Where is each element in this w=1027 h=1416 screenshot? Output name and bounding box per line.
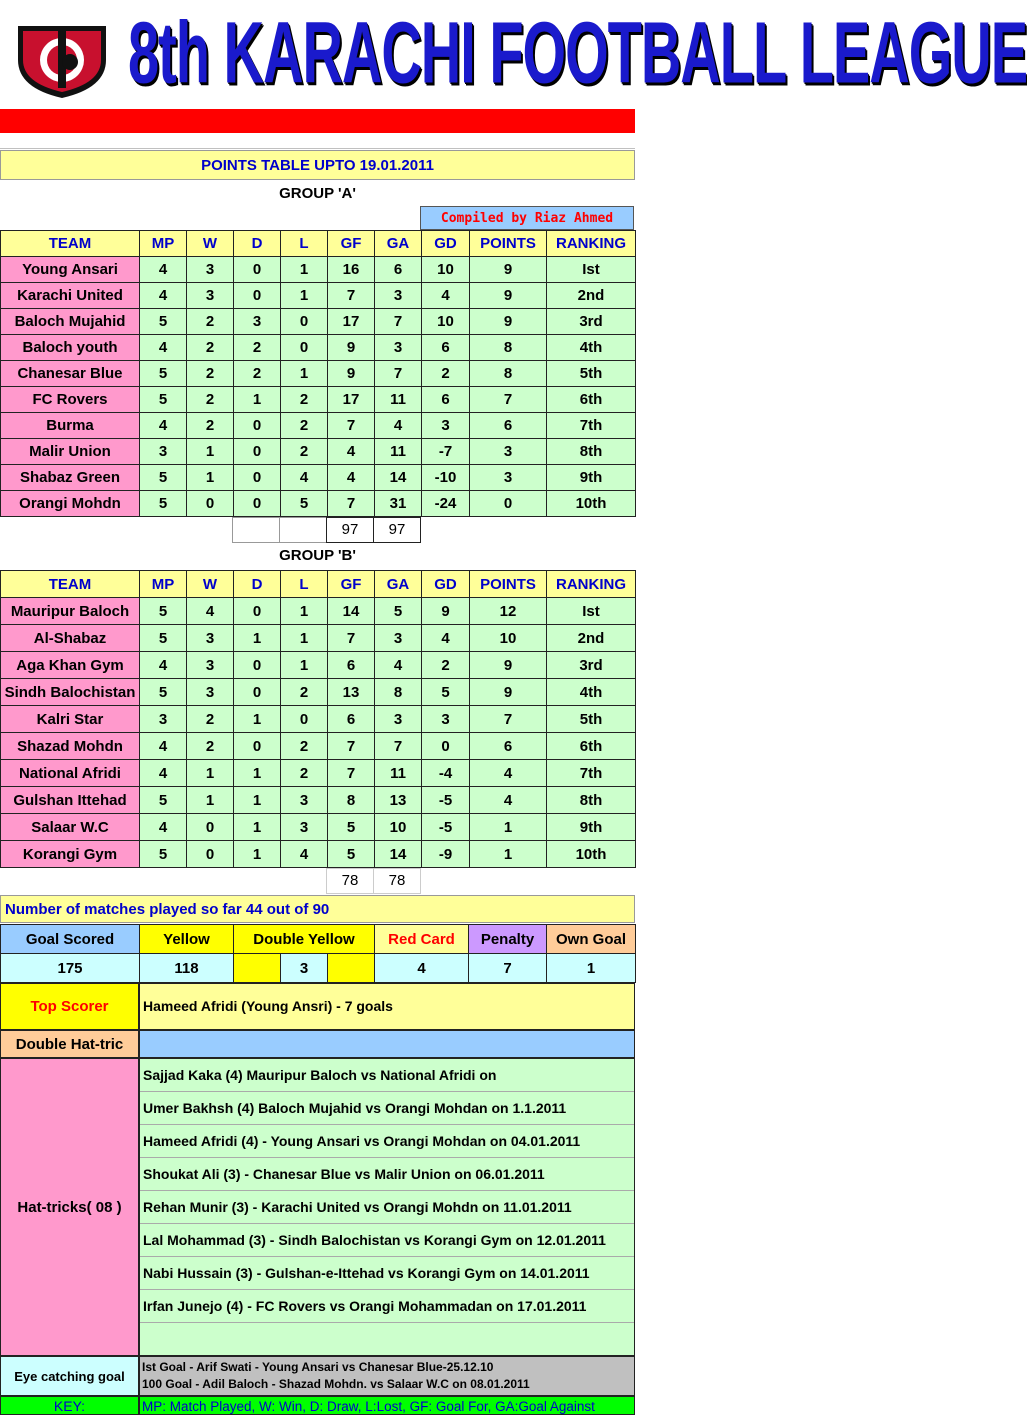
- stat-cell: 0: [234, 598, 281, 625]
- stats-table: [0, 924, 636, 983]
- hattrick-item: Nabi Hussain (3) - Gulshan-e-Ittehad vs Korangi Gym on 14.01.2011: [140, 1257, 634, 1290]
- team-name: FC Rovers: [1, 387, 140, 413]
- stat-cell: 1: [234, 625, 281, 652]
- stat-cell: 1: [234, 387, 281, 413]
- stat-cell: 8th: [547, 787, 636, 814]
- stat-cell: 3: [187, 625, 234, 652]
- red-card-value: 4: [375, 954, 469, 983]
- stat-cell: 8: [328, 787, 375, 814]
- stat-cell: -5: [422, 814, 470, 841]
- stat-cell: 4th: [547, 679, 636, 706]
- table-row: [1, 387, 636, 413]
- stat-cell: 1: [187, 760, 234, 787]
- team-name: Karachi United: [1, 283, 140, 309]
- top-scorer-label: Top Scorer: [0, 983, 139, 1030]
- stat-cell: 0: [234, 439, 281, 465]
- table-row: [1, 439, 636, 465]
- hattrick-item: Shoukat Ali (3) - Chanesar Blue vs Malir Union on 06.01.2011: [140, 1158, 634, 1191]
- stat-cell: 7: [328, 413, 375, 439]
- matches-played: Number of matches played so far 44 out of 90: [0, 895, 635, 923]
- table-row: [1, 787, 636, 814]
- table-row: [1, 706, 636, 733]
- blank-strip: [0, 133, 635, 149]
- team-name: Young Ansari: [1, 257, 140, 283]
- club-logo-icon: [12, 20, 112, 100]
- stat-cell: 12: [470, 598, 547, 625]
- stat-cell: 3: [470, 465, 547, 491]
- stat-cell: 1: [470, 814, 547, 841]
- stat-cell: -4: [422, 760, 470, 787]
- stat-cell: 5: [281, 491, 328, 517]
- stat-cell: 1: [234, 787, 281, 814]
- table-row: [1, 335, 636, 361]
- stat-cell: 8: [375, 679, 422, 706]
- stat-cell: 5: [140, 841, 187, 868]
- stat-cell: 13: [375, 787, 422, 814]
- double-yellow-value: 3: [281, 954, 328, 983]
- league-title: 8th KARACHI FOOTBALL LEAGUE: [128, 3, 1027, 102]
- stat-cell: 5: [140, 387, 187, 413]
- stat-cell: 4: [281, 465, 328, 491]
- stat-cell: 2: [187, 733, 234, 760]
- hattrick-item: Umer Bakhsh (4) Baloch Mujahid vs Orangi Mohdan on 1.1.2011: [140, 1092, 634, 1125]
- hattrick-item: Lal Mohammad (3) - Sindh Balochistan vs Korangi Gym on 12.01.2011: [140, 1224, 634, 1257]
- table-row: [1, 652, 636, 679]
- column-header: W: [187, 571, 234, 598]
- column-header: D: [234, 571, 281, 598]
- double-hattrick-value: [139, 1030, 635, 1058]
- stat-cell: 8th: [547, 439, 636, 465]
- stat-cell: 1: [187, 439, 234, 465]
- column-header: TEAM: [1, 571, 140, 598]
- stat-cell: 7: [328, 760, 375, 787]
- team-name: Salaar W.C: [1, 814, 140, 841]
- table-row: [1, 465, 636, 491]
- stat-cell: 5: [422, 679, 470, 706]
- column-header: W: [187, 231, 234, 257]
- team-name: Burma: [1, 413, 140, 439]
- stat-cell: 4: [140, 257, 187, 283]
- table-row: [1, 361, 636, 387]
- stat-cell: 1: [281, 283, 328, 309]
- stat-cell: 1: [470, 841, 547, 868]
- stat-cell: 5: [140, 309, 187, 335]
- ga-total: 97: [373, 517, 421, 543]
- stat-cell: 9: [422, 598, 470, 625]
- stat-cell: 0: [281, 309, 328, 335]
- stat-cell: 3: [234, 309, 281, 335]
- stat-cell: 1: [234, 706, 281, 733]
- team-name: Sindh Balochistan: [1, 679, 140, 706]
- hattrick-item: Hameed Afridi (4) - Young Ansari vs Orangi Mohdan on 04.01.2011: [140, 1125, 634, 1158]
- stat-cell: 9: [328, 335, 375, 361]
- goal-scored-value: 175: [1, 954, 140, 983]
- stat-cell: -9: [422, 841, 470, 868]
- table-row: [1, 841, 636, 868]
- stat-cell: 4: [470, 760, 547, 787]
- stat-cell: 6: [422, 387, 470, 413]
- stat-cell: 9: [470, 679, 547, 706]
- stat-cell: 5: [328, 841, 375, 868]
- stat-cell: 5: [140, 787, 187, 814]
- red-banner: [0, 109, 635, 133]
- stat-cell: 0: [234, 491, 281, 517]
- stat-cell: 0: [234, 257, 281, 283]
- stat-cell: 0: [234, 465, 281, 491]
- stat-cell: 2: [234, 335, 281, 361]
- stat-cell: 0: [281, 335, 328, 361]
- key-text: MP: Match Played, W: Win, D: Draw, L:Lost, GF: Goal For, GA:Goal Against: [139, 1396, 635, 1415]
- gf-total: 78: [326, 868, 374, 894]
- table-row: [1, 309, 636, 335]
- stat-cell: 7th: [547, 413, 636, 439]
- stat-cell: 3: [375, 625, 422, 652]
- stat-cell: 4: [375, 652, 422, 679]
- column-header: L: [281, 231, 328, 257]
- stat-cell: 3: [187, 652, 234, 679]
- stat-cell: 5: [140, 491, 187, 517]
- stat-cell: 3: [422, 706, 470, 733]
- table-row: [1, 679, 636, 706]
- column-header: D: [234, 231, 281, 257]
- eye-catching-line: 100 Goal - Adil Baloch - Shazad Mohdn. vs Salaar W.C on 08.01.2011: [142, 1377, 530, 1391]
- stat-cell: 2nd: [547, 625, 636, 652]
- red-card-label: Red Card: [375, 925, 469, 954]
- stat-cell: 9: [470, 283, 547, 309]
- key-label: KEY:: [0, 1396, 139, 1415]
- stat-cell: 9: [470, 309, 547, 335]
- hattricks-list: [139, 1058, 635, 1356]
- group-a-totals: [0, 517, 635, 543]
- table-row: [1, 413, 636, 439]
- stat-cell: 3: [281, 814, 328, 841]
- stat-cell: 2: [422, 652, 470, 679]
- stat-cell: 7: [328, 625, 375, 652]
- hattrick-item: Irfan Junejo (4) - FC Rovers vs Orangi Mohammadan on 17.01.2011: [140, 1290, 634, 1323]
- table-row: [1, 257, 636, 283]
- stat-cell: 4: [140, 652, 187, 679]
- table-row: [1, 760, 636, 787]
- stat-cell: 11: [375, 387, 422, 413]
- stat-cell: 3: [422, 413, 470, 439]
- stat-cell: 17: [328, 309, 375, 335]
- stat-cell: 5: [140, 679, 187, 706]
- own-goal-value: 1: [547, 954, 636, 983]
- stat-cell: 6th: [547, 387, 636, 413]
- table-row: [1, 283, 636, 309]
- stat-cell: 3: [140, 439, 187, 465]
- stat-cell: 1: [234, 760, 281, 787]
- blank-cell: [279, 517, 327, 543]
- stat-cell: 0: [187, 491, 234, 517]
- column-header: TEAM: [1, 231, 140, 257]
- stat-cell: 2: [281, 439, 328, 465]
- stat-cell: 4: [140, 283, 187, 309]
- eye-catching-goals: [139, 1356, 635, 1396]
- stat-cell: 4: [422, 283, 470, 309]
- stat-cell: 7: [328, 733, 375, 760]
- team-name: Aga Khan Gym: [1, 652, 140, 679]
- stat-cell: 4: [281, 841, 328, 868]
- team-name: National Afridi: [1, 760, 140, 787]
- stat-cell: 1: [281, 652, 328, 679]
- stat-cell: 10th: [547, 841, 636, 868]
- table-row: [1, 814, 636, 841]
- stat-cell: 3: [470, 439, 547, 465]
- stat-cell: 4: [470, 787, 547, 814]
- stat-cell: 11: [375, 760, 422, 787]
- stat-cell: 2: [187, 335, 234, 361]
- column-header: POINTS: [470, 571, 547, 598]
- stat-cell: 9: [328, 361, 375, 387]
- stat-cell: 4: [422, 625, 470, 652]
- stat-cell: 7: [375, 733, 422, 760]
- group-a-table: [0, 230, 636, 517]
- stat-cell: 0: [470, 491, 547, 517]
- stat-cell: 2: [422, 361, 470, 387]
- stat-cell: 4: [375, 413, 422, 439]
- stat-cell: 2: [281, 413, 328, 439]
- stat-cell: 4: [187, 598, 234, 625]
- column-header: MP: [140, 571, 187, 598]
- stat-cell: Ist: [547, 257, 636, 283]
- blank-cell: [232, 517, 280, 543]
- points-table-title: POINTS TABLE UPTO 19.01.2011: [0, 150, 635, 180]
- stat-cell: 8: [470, 361, 547, 387]
- stat-cell: 4: [140, 760, 187, 787]
- stat-cell: 9: [470, 652, 547, 679]
- stat-cell: 1: [281, 257, 328, 283]
- stat-cell: 6: [375, 257, 422, 283]
- team-name: Korangi Gym: [1, 841, 140, 868]
- stat-cell: -24: [422, 491, 470, 517]
- stat-cell: 3: [375, 335, 422, 361]
- stat-cell: 5: [140, 465, 187, 491]
- stat-cell: 2: [187, 309, 234, 335]
- team-name: Baloch Mujahid: [1, 309, 140, 335]
- stat-cell: 13: [328, 679, 375, 706]
- team-name: Malir Union: [1, 439, 140, 465]
- gf-total: 97: [326, 517, 374, 543]
- hattrick-item: Sajjad Kaka (4) Mauripur Baloch vs National Afridi on: [140, 1059, 634, 1092]
- stat-cell: 2: [281, 387, 328, 413]
- stat-cell: 7: [470, 387, 547, 413]
- table-row: [1, 491, 636, 517]
- column-header: RANKING: [547, 231, 636, 257]
- eye-catching-line: Ist Goal - Arif Swati - Young Ansari vs Chanesar Blue-25.12.10: [142, 1360, 494, 1374]
- stat-cell: 1: [281, 361, 328, 387]
- stat-cell: 6: [328, 652, 375, 679]
- stat-cell: 0: [422, 733, 470, 760]
- stat-cell: 2nd: [547, 283, 636, 309]
- stat-cell: 14: [328, 598, 375, 625]
- stat-cell: 4th: [547, 335, 636, 361]
- stat-cell: 1: [234, 814, 281, 841]
- column-header: RANKING: [547, 571, 636, 598]
- stat-cell: 6: [470, 733, 547, 760]
- stat-cell: 7: [328, 491, 375, 517]
- stat-cell: 3: [187, 679, 234, 706]
- stat-cell: 10: [422, 309, 470, 335]
- stat-cell: 4: [140, 814, 187, 841]
- stat-cell: 9: [470, 257, 547, 283]
- stat-cell: 3: [140, 706, 187, 733]
- stat-cell: 2: [281, 760, 328, 787]
- yellow-label: Yellow: [140, 925, 234, 954]
- header: [0, 0, 1027, 108]
- column-header: MP: [140, 231, 187, 257]
- stat-cell: 2: [234, 361, 281, 387]
- group-b-totals: [0, 868, 635, 894]
- stat-cell: 5: [140, 361, 187, 387]
- team-name: Al-Shabaz: [1, 625, 140, 652]
- column-header: GD: [422, 231, 470, 257]
- eye-catching-label: Eye catching goal: [0, 1356, 139, 1396]
- stat-cell: 3rd: [547, 309, 636, 335]
- stat-cell: -7: [422, 439, 470, 465]
- column-header: GD: [422, 571, 470, 598]
- stat-cell: 5: [140, 625, 187, 652]
- hattricks-label: Hat-tricks( 08 ): [0, 1058, 139, 1356]
- stat-cell: 1: [187, 465, 234, 491]
- double-yellow-label: Double Yellow: [234, 925, 375, 954]
- stat-cell: 2: [187, 706, 234, 733]
- stat-cell: 6: [422, 335, 470, 361]
- stat-cell: 3: [187, 283, 234, 309]
- stat-cell: 1: [187, 787, 234, 814]
- stat-cell: 0: [234, 283, 281, 309]
- stat-cell: 5: [140, 598, 187, 625]
- stat-cell: 2: [281, 679, 328, 706]
- stat-cell: 5th: [547, 361, 636, 387]
- stat-cell: 31: [375, 491, 422, 517]
- table-row: [1, 625, 636, 652]
- stat-cell: 3: [187, 257, 234, 283]
- stat-cell: -5: [422, 787, 470, 814]
- stat-cell: 4: [140, 413, 187, 439]
- stat-cell: 8: [470, 335, 547, 361]
- stat-cell: 4: [328, 439, 375, 465]
- stat-cell: 10th: [547, 491, 636, 517]
- group-a-title: GROUP 'A': [279, 185, 356, 202]
- stat-cell: 6: [328, 706, 375, 733]
- group-b-table: [0, 570, 636, 868]
- stat-cell: 5: [328, 814, 375, 841]
- hattrick-item: Rehan Munir (3) - Karachi United vs Orangi Mohdn on 11.01.2011: [140, 1191, 634, 1224]
- stat-cell: 5th: [547, 706, 636, 733]
- stat-cell: 3: [375, 706, 422, 733]
- column-header: GA: [375, 571, 422, 598]
- stat-cell: 11: [375, 439, 422, 465]
- table-row: [1, 598, 636, 625]
- stat-cell: 2: [187, 413, 234, 439]
- stat-cell: 4: [140, 335, 187, 361]
- stat-cell: 2: [281, 733, 328, 760]
- stat-cell: 2: [187, 387, 234, 413]
- team-name: Baloch youth: [1, 335, 140, 361]
- stat-cell: 1: [281, 598, 328, 625]
- stat-cell: 7th: [547, 760, 636, 787]
- stat-cell: 0: [234, 733, 281, 760]
- stat-cell: 3: [281, 787, 328, 814]
- stat-cell: 1: [281, 625, 328, 652]
- yellow-value: 118: [140, 954, 234, 983]
- team-name: Kalri Star: [1, 706, 140, 733]
- stat-cell: 10: [375, 814, 422, 841]
- team-name: Mauripur Baloch: [1, 598, 140, 625]
- table-row: [1, 733, 636, 760]
- column-header: GA: [375, 231, 422, 257]
- stat-cell: 17: [328, 387, 375, 413]
- stat-cell: 16: [328, 257, 375, 283]
- team-name: Shazad Mohdn: [1, 733, 140, 760]
- stat-cell: 0: [234, 652, 281, 679]
- column-header: L: [281, 571, 328, 598]
- stat-cell: 0: [187, 841, 234, 868]
- stat-cell: 6th: [547, 733, 636, 760]
- blank-cell: [328, 954, 375, 983]
- stat-cell: 0: [234, 679, 281, 706]
- stat-cell: 14: [375, 841, 422, 868]
- team-name: Orangi Mohdn: [1, 491, 140, 517]
- stat-cell: 14: [375, 465, 422, 491]
- stat-cell: 0: [187, 814, 234, 841]
- column-header: GF: [328, 231, 375, 257]
- stat-cell: 5: [375, 598, 422, 625]
- stat-cell: -10: [422, 465, 470, 491]
- stat-cell: 7: [375, 309, 422, 335]
- stat-cell: Ist: [547, 598, 636, 625]
- blank-cell: [234, 954, 281, 983]
- stat-cell: 3rd: [547, 652, 636, 679]
- penalty-value: 7: [469, 954, 547, 983]
- team-name: Chanesar Blue: [1, 361, 140, 387]
- stat-cell: 7: [470, 706, 547, 733]
- group-b-title: GROUP 'B': [279, 547, 356, 564]
- stat-cell: 3: [375, 283, 422, 309]
- penalty-label: Penalty: [469, 925, 547, 954]
- stat-cell: 0: [281, 706, 328, 733]
- stat-cell: 9th: [547, 814, 636, 841]
- compiled-by-label: Compiled by Riaz Ahmed: [420, 206, 634, 230]
- stat-cell: 7: [375, 361, 422, 387]
- column-header: POINTS: [470, 231, 547, 257]
- stat-cell: 10: [470, 625, 547, 652]
- stat-cell: 10: [422, 257, 470, 283]
- stat-cell: 9th: [547, 465, 636, 491]
- stat-cell: 4: [328, 465, 375, 491]
- ga-total: 78: [373, 868, 421, 894]
- stat-cell: 0: [234, 413, 281, 439]
- stat-cell: 4: [140, 733, 187, 760]
- stat-cell: 2: [187, 361, 234, 387]
- team-name: Gulshan Ittehad: [1, 787, 140, 814]
- team-name: Shabaz Green: [1, 465, 140, 491]
- top-scorer-value: Hameed Afridi (Young Ansri) - 7 goals: [139, 983, 635, 1030]
- double-hattrick-label: Double Hat-tric: [0, 1030, 139, 1058]
- stat-cell: 6: [470, 413, 547, 439]
- own-goal-label: Own Goal: [547, 925, 636, 954]
- column-header: GF: [328, 571, 375, 598]
- stat-cell: 1: [234, 841, 281, 868]
- stat-cell: 7: [328, 283, 375, 309]
- goal-scored-label: Goal Scored: [1, 925, 140, 954]
